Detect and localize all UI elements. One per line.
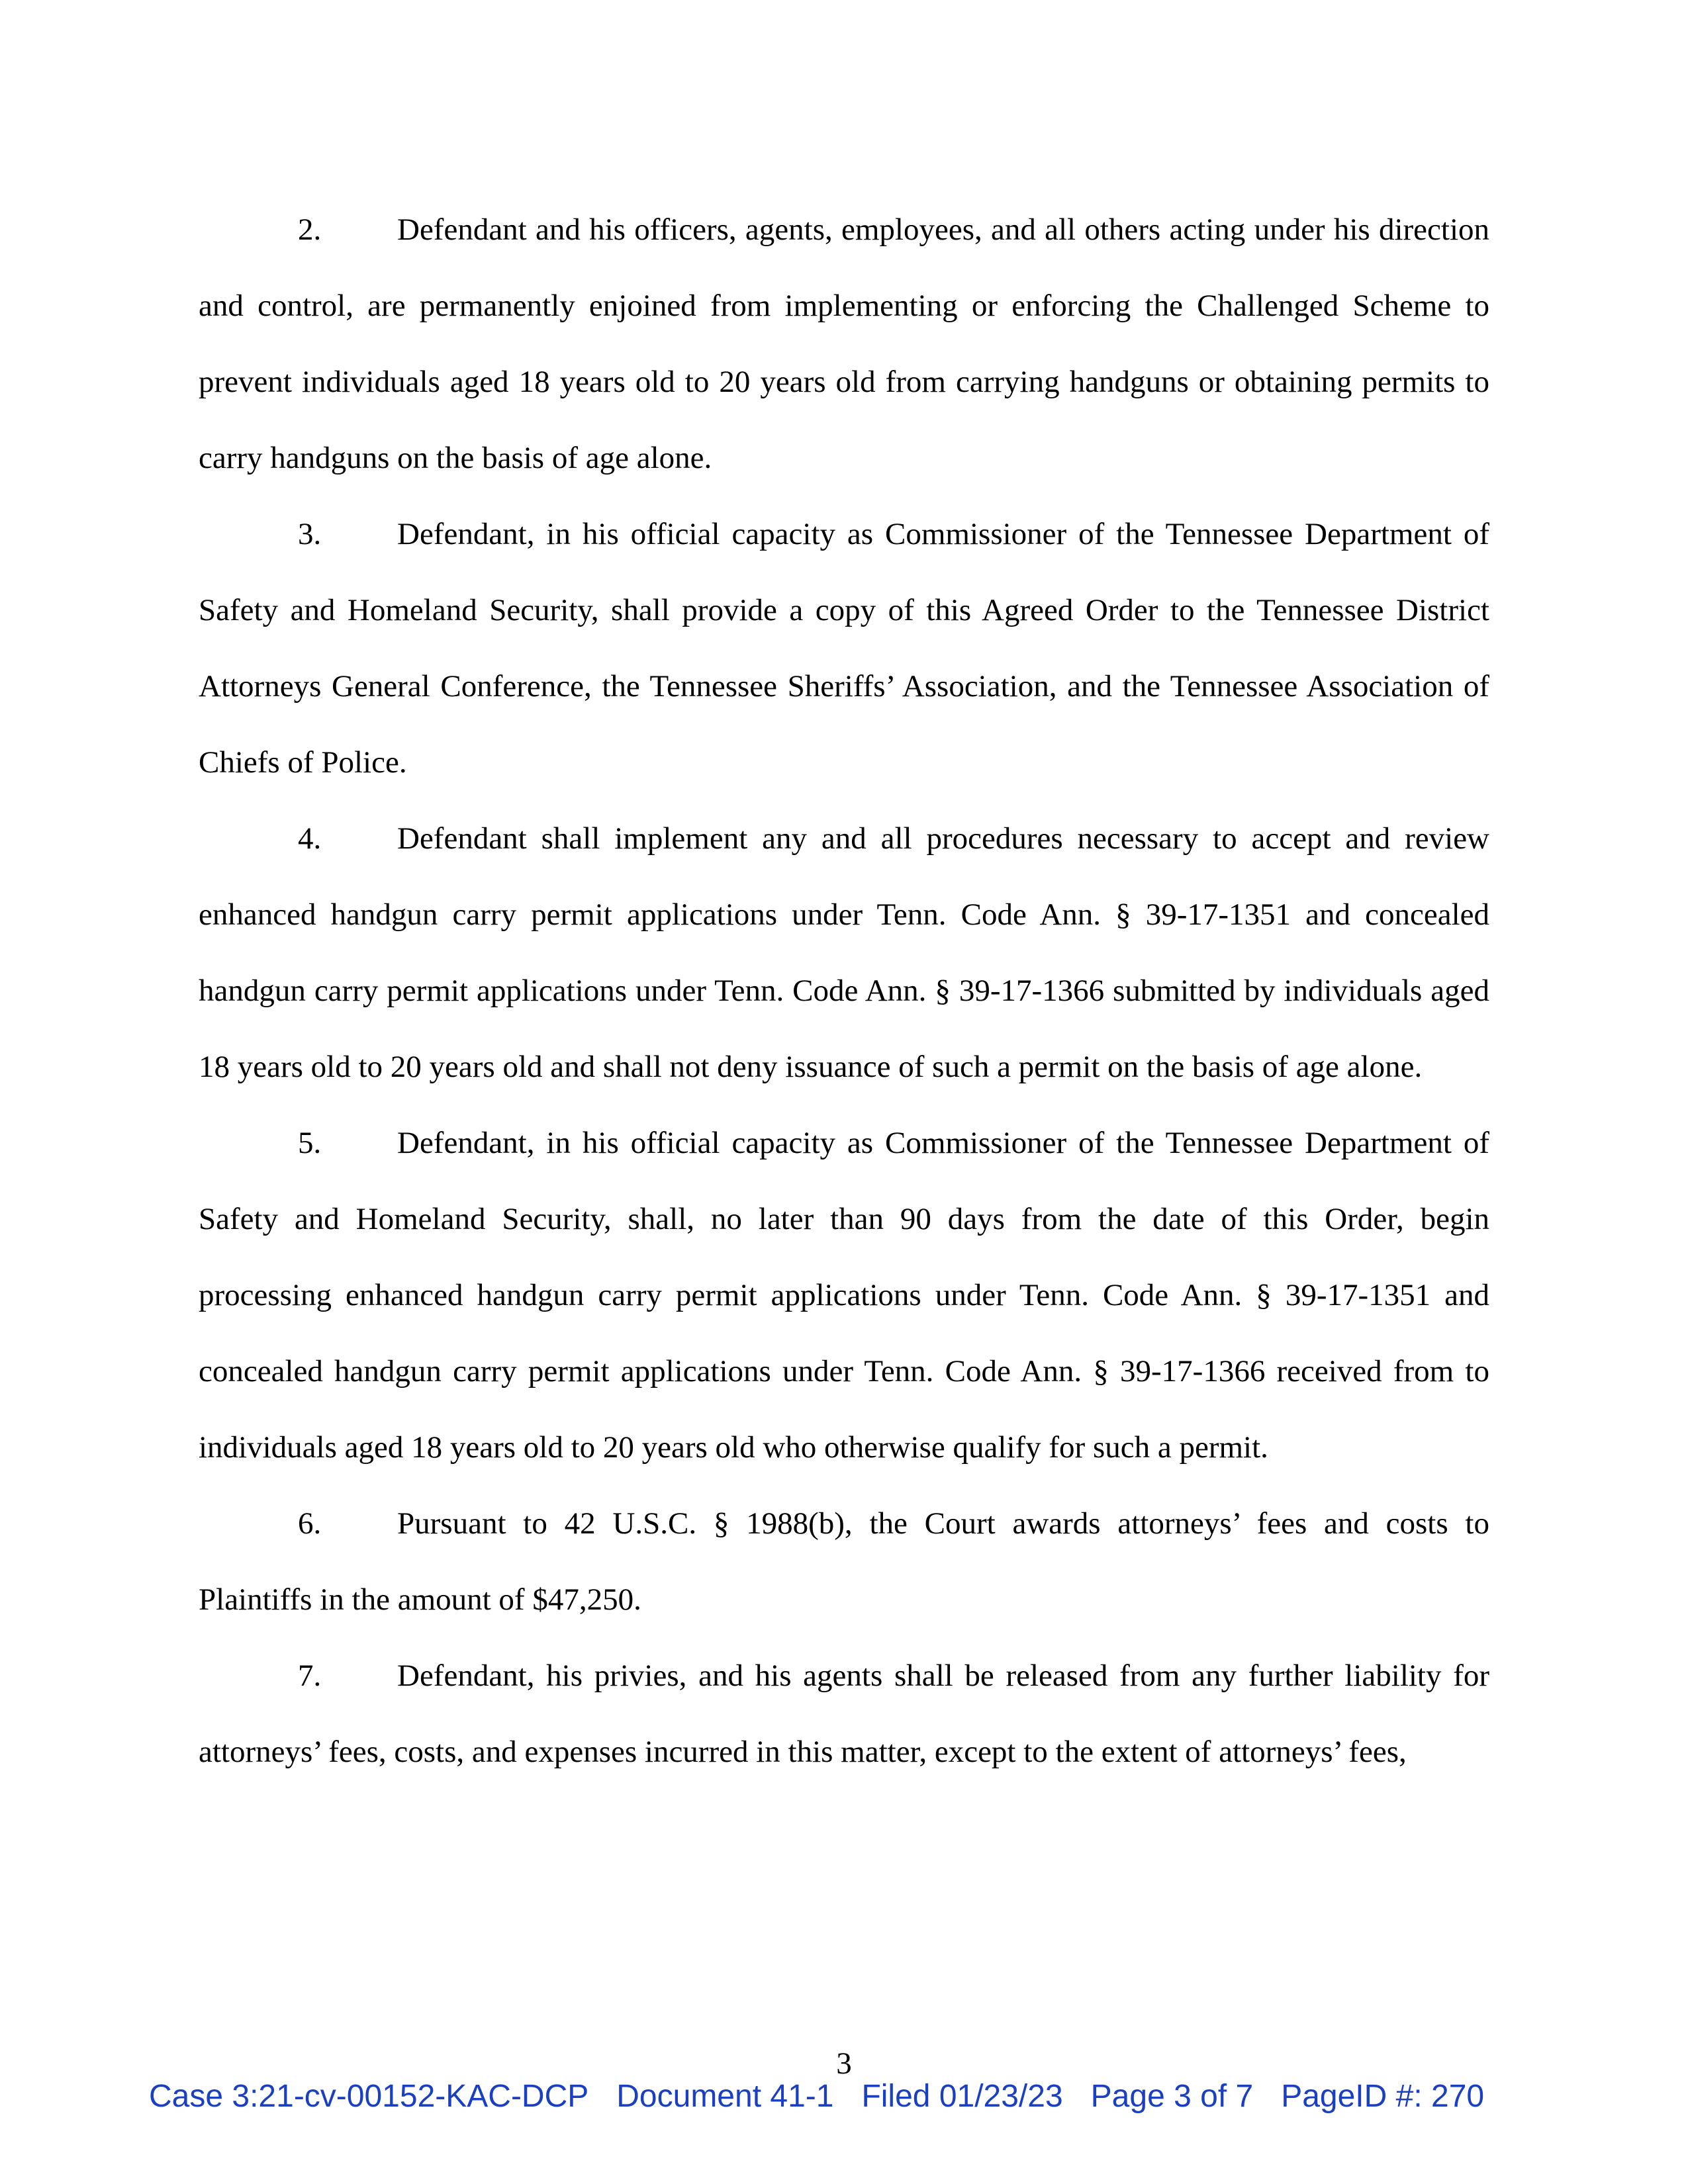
page-number: 3 (836, 2046, 852, 2081)
paragraph-text: Defendant, his privies, and his agents shall be released from any further liability for attorneys’ fees, costs, and expenses incurred in this matter, except to the extent of attorneys’ fees, (199, 1659, 1489, 1769)
paragraph-text: Defendant shall implement any and all procedures necessary to accept and review enhanced handgun carry permit applications under Tenn. Code Ann. § 39-17-1351 and concealed handgun carry permit applications under Tenn. Code Ann. § 39-17-1366 submitted by individuals aged 18 years old to 20 years old and shall not deny issuance of such a permit on the basis of age alone. (199, 821, 1489, 1084)
paragraph-6 (199, 1486, 1489, 1638)
order-body (199, 192, 1489, 1790)
paragraph-number: 4. (298, 821, 322, 856)
footer-page-id: PageID #: 270 (1281, 2078, 1485, 2114)
paragraph-3 (199, 496, 1489, 801)
paragraph-5 (199, 1105, 1489, 1486)
footer-case-number: Case 3:21-cv-00152-KAC-DCP (149, 2078, 589, 2114)
paragraph-number: 7. (298, 1659, 322, 1693)
case-footer-stamp (149, 2073, 1546, 2119)
footer-document-number: Document 41-1 (616, 2078, 834, 2114)
paragraph-text: Defendant, in his official capacity as Commissioner of the Tennessee Department of Safety and Homeland Security, shall, no later than 90 days from the date of this Order, begin processing enhanced handgun carry permit applications under Tenn. Code Ann. § 39-17-1351 and concealed handgun carry permit applications under Tenn. Code Ann. § 39-17-1366 received from to individuals aged 18 years old to 20 years old who otherwise qualify for such a permit. (199, 1126, 1489, 1465)
paragraph-text: Pursuant to 42 U.S.C. § 1988(b), the Court awards attorneys’ fees and costs to Plaintiffs in the amount of $47,250. (199, 1506, 1489, 1617)
paragraph-number: 2. (298, 212, 322, 247)
footer-filed-date: Filed 01/23/23 (861, 2078, 1063, 2114)
paragraph-text: Defendant, in his official capacity as Commissioner of the Tennessee Department of Safety and Homeland Security, shall provide a copy of this Agreed Order to the Tennessee District Attorneys General Conference, the Tennessee Sheriffs’ Association, and the Tennessee Association of Chiefs of Police. (199, 517, 1489, 780)
paragraph-number: 6. (298, 1506, 322, 1541)
paragraph-2 (199, 192, 1489, 496)
paragraph-number: 3. (298, 517, 322, 551)
paragraph-number: 5. (298, 1126, 322, 1160)
paragraph-7 (199, 1638, 1489, 1790)
paragraph-text: Defendant and his officers, agents, employees, and all others acting under his direction and control, are permanently enjoined from implementing or enforcing the Challenged Scheme to prevent individuals aged 18 years old to 20 years old from carrying handguns or obtaining permits to carry handguns on the basis of age alone. (199, 212, 1489, 475)
footer-page-count: Page 3 of 7 (1090, 2078, 1254, 2114)
paragraph-4 (199, 801, 1489, 1105)
